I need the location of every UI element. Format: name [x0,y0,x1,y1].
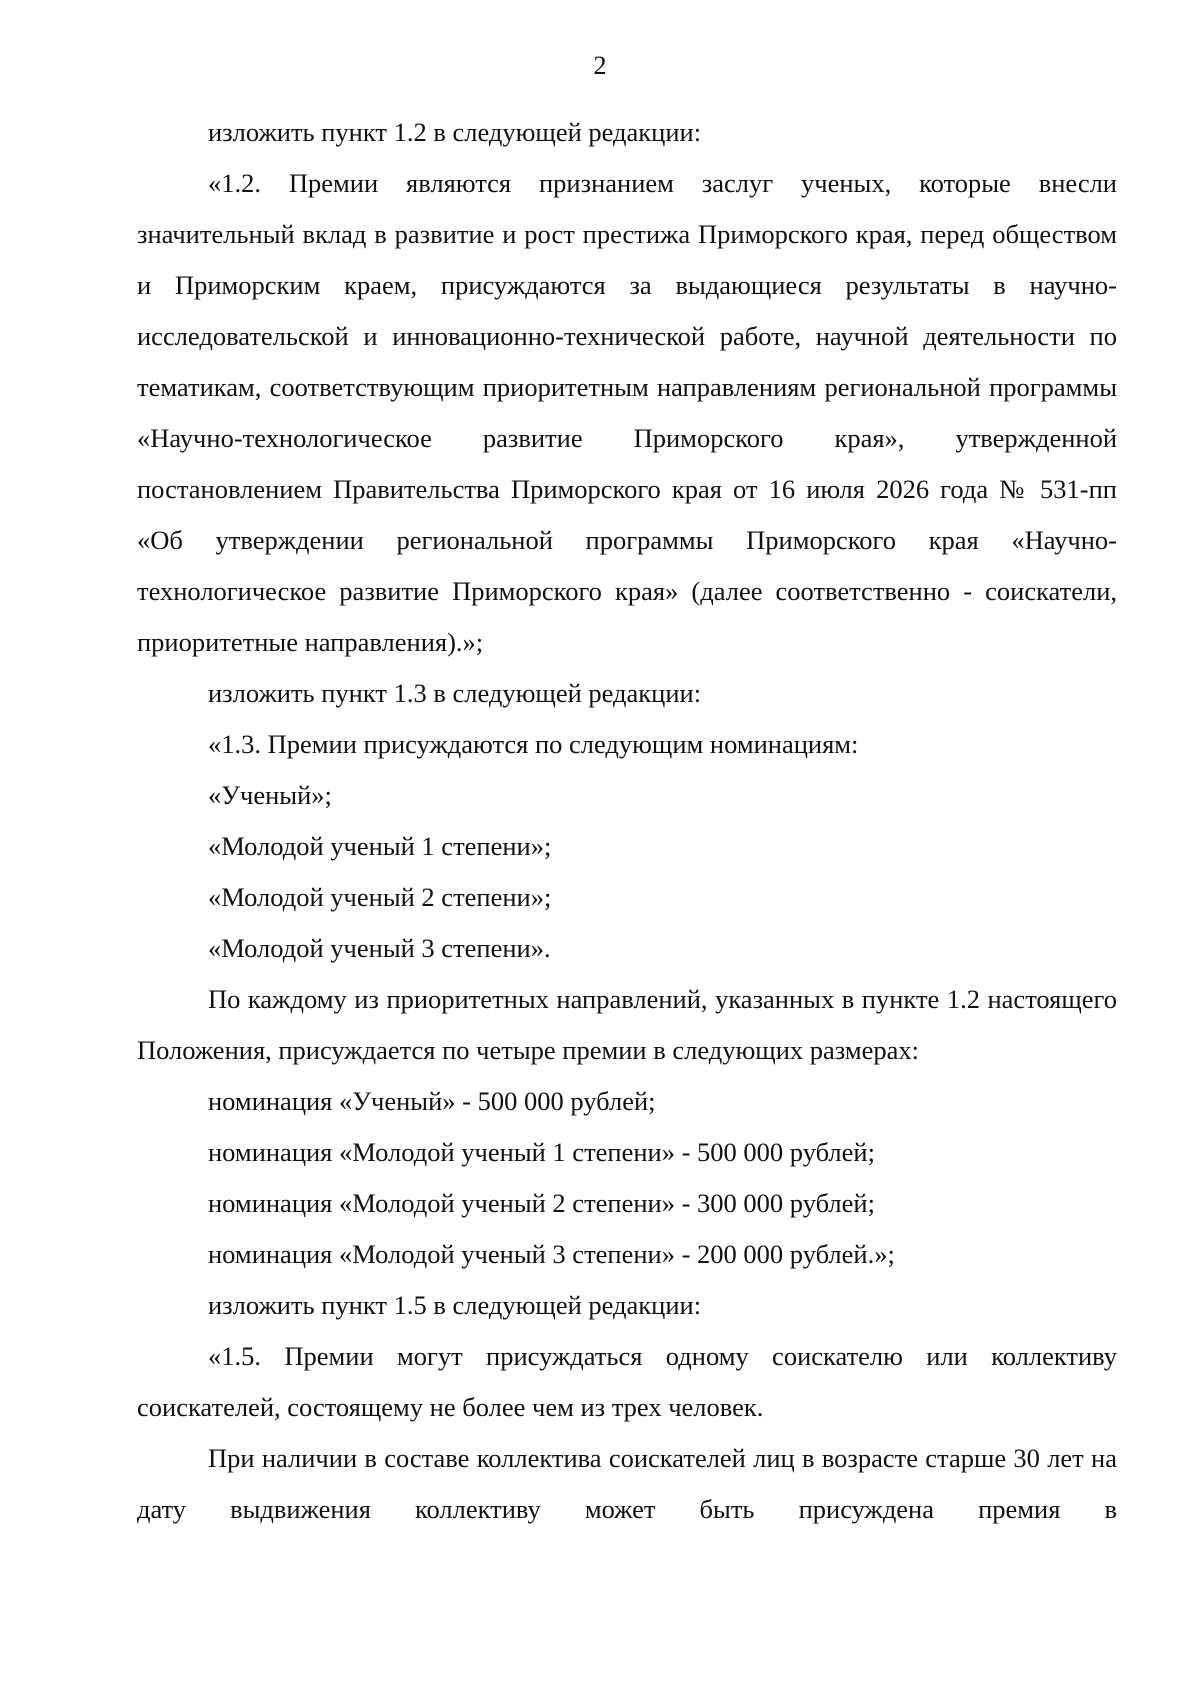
paragraph-collective: При наличии в составе коллектива соискателей лиц в возрасте старше 30 лет на дату выдвижения коллективу может быть присуждена премия в [137,1443,1117,1524]
award-amount-item: номинация «Молодой ученый 2 степени» - 300 000 рублей; [208,1188,875,1218]
award-amount-item: номинация «Ученый» - 500 000 рублей; [208,1086,656,1116]
nomination-item: «Ученый»; [208,780,332,810]
nomination-item: «Молодой ученый 2 степени»; [208,882,552,912]
award-amount-item: номинация «Молодой ученый 1 степени» - 500 000 рублей; [208,1137,875,1167]
paragraph-clause-1-3: «1.3. Премии присуждаются по следующим номинациям: [208,729,859,759]
paragraph-amend-1-3: изложить пункт 1.3 в следующей редакции: [208,678,702,708]
paragraph-clause-1-5: «1.5. Премии могут присуждаться одному соискателю или коллективу соискателей, состоящему не более чем из трех человек. [137,1341,1117,1422]
paragraph-amend-1-5: изложить пункт 1.5 в следующей редакции: [208,1290,702,1320]
award-amount-item: номинация «Молодой ученый 3 степени» - 200 000 рублей.»; [208,1239,895,1269]
paragraph-clause-1-2: «1.2. Премии являются признанием заслуг ученых, которые внесли значительный вклад в развитие и рост престижа Приморского края, перед обществом и Приморским краем, присуждаются за выдающиеся результаты в научно-исследовательской и инновационно-технической работе, научной деятельности по тематикам, соответствующим приоритетным направлениям региональной программы «Научно-технологическое развитие Приморского края», утвержденной постановлением Правительства Приморского края от 16 июля 2026 года № 531-пп «Об утверждении региональной программы Приморского края «Научно-технологическое развитие Приморского края» (далее соответственно - соискатели, приоритетные направления).»; [137,168,1117,657]
nomination-item: «Молодой ученый 1 степени»; [208,831,552,861]
paragraph-amend-1-2: изложить пункт 1.2 в следующей редакции: [208,117,702,147]
document-body [137,107,1117,1535]
paragraph-award-amounts: По каждому из приоритетных направлений, указанных в пункте 1.2 настоящего Положения, присуждается по четыре премии в следующих размерах: [137,984,1117,1065]
nomination-item: «Молодой ученый 3 степени». [208,933,551,963]
page-number: 2 [593,51,607,80]
